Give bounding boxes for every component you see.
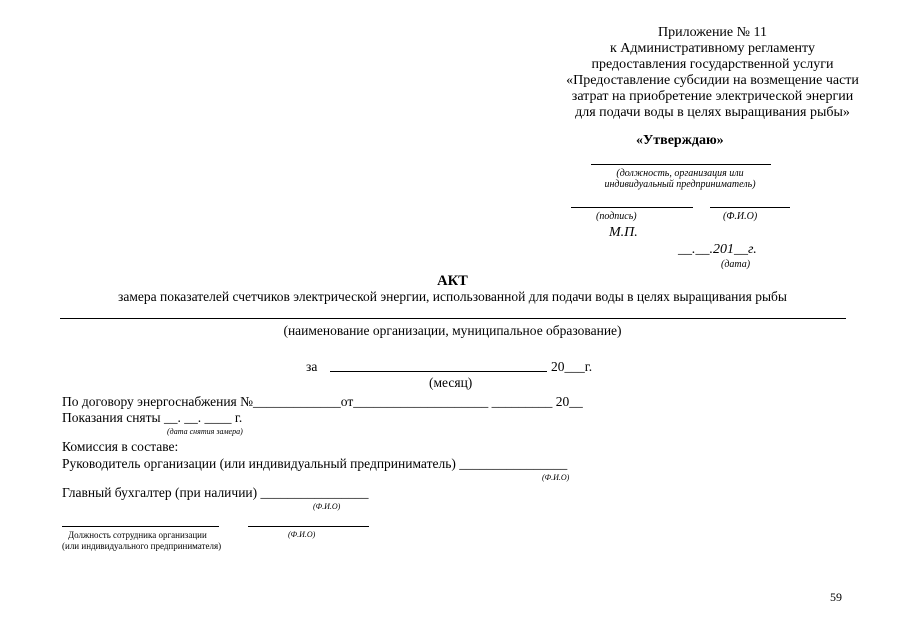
employee-position-caption: [68, 530, 207, 540]
organization-line: [60, 318, 846, 319]
period-year: 20___г.: [551, 359, 593, 374]
name-line: [710, 207, 790, 208]
appendix-line: затрат на приобретение электрической энергии: [571, 89, 854, 104]
employee-ip-caption: (или индивидуального предпринимателя): [62, 541, 222, 551]
readings-text: Показания сняты __. __. ____ г.: [62, 410, 243, 425]
commission-label: Комиссия в составе:: [62, 439, 179, 454]
head-text: Руководитель организации (или индивидуальный предприниматель) ________________: [62, 456, 568, 471]
employee-caption-line: Должность сотрудника организации: [68, 530, 207, 540]
appendix-line: для подачи воды в целях выращивания рыбы»: [575, 105, 850, 120]
approval-date: __.__.201__г.: [678, 242, 757, 257]
act-subtitle: замера показателей счетчиков электрической энергии, использованной для подачи воды в целях выращивания рыбы: [118, 289, 787, 304]
accountant-text: Главный бухгалтер (при наличии) ________________: [62, 485, 369, 500]
position-line: [591, 164, 771, 165]
act-title: АКТ: [437, 273, 468, 289]
period-prefix: за: [306, 359, 318, 374]
date-caption: (дата): [721, 259, 751, 270]
page-number: 59: [830, 590, 842, 604]
position-caption-line: (должность, организация или: [616, 168, 744, 179]
employee-name-line: [248, 526, 369, 527]
position-caption-line: индивидуальный предприниматель): [604, 179, 756, 190]
head-caption: (Ф.И.О): [542, 473, 570, 482]
appendix-line: Приложение № 11: [658, 25, 767, 40]
approval-title: «Утверждаю»: [636, 133, 724, 148]
appendix-header: [540, 25, 885, 121]
employee-name-caption: (Ф.И.О): [288, 530, 316, 539]
appendix-line: предоставления государственной услуги: [591, 57, 834, 72]
appendix-line: к Административному регламенту: [610, 41, 815, 56]
position-caption: [570, 168, 790, 190]
readings-caption: (дата снятия замера): [167, 427, 243, 436]
stamp-label: М.П.: [609, 225, 638, 240]
accountant-caption: (Ф.И.О): [313, 502, 341, 511]
appendix-line: «Предоставление субсидии на возмещение части: [566, 73, 859, 88]
month-caption: (месяц): [429, 375, 473, 390]
contract-text: По договору энергоснабжения №_____________от____________________ _________ 20__: [62, 394, 583, 409]
employee-position-line: [62, 526, 219, 527]
signature-caption: (подпись): [596, 211, 637, 222]
signature-line: [571, 207, 693, 208]
name-caption: (Ф.И.О): [723, 211, 758, 222]
month-line: [330, 371, 547, 372]
organization-caption: (наименование организации, муниципальное образование): [283, 323, 622, 338]
